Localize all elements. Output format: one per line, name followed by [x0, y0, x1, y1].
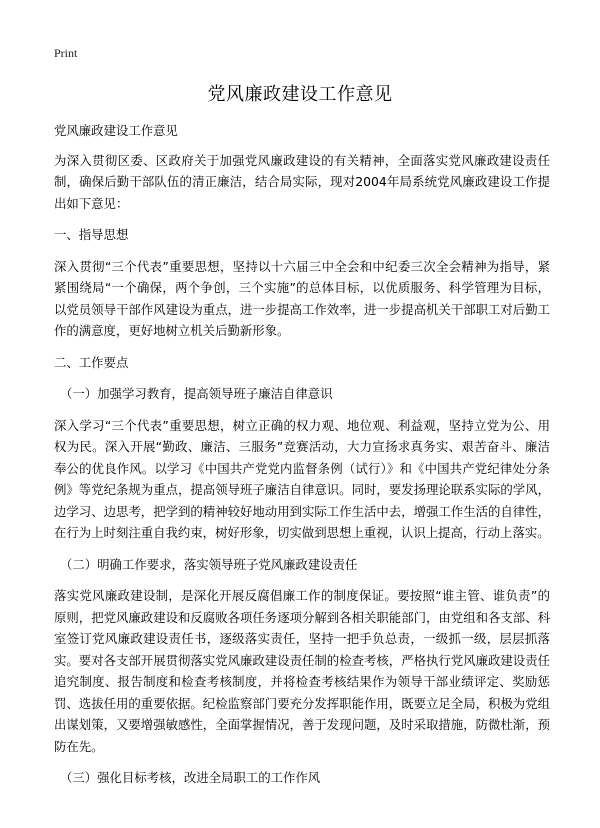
subsection-body-2: 落实党风廉政建设制，是深化开展反腐倡廉工作的制度保证。要按照“谁主管、谁负责”的原则，把党风廉政建设和反腐败各项任务逐项分解到各相关职能部门，由党组和各支部、科室签订党风廉政建设责任书，逐级落实责任，坚持一把手负总责，一级抓一级，层层抓落实。要对各支部开展贯彻落实党风廉政建设责任制的检查考核，严格执行党风廉政建设责任追究制度、报告制度和检查考核制度，并将检查考核结果作为领导干部业绩评定、奖励惩罚、选拔任用的重要依据。纪检监察部门要充分发挥职能作用，既要立足全局，积极为党组出谋划策，又要增强敏感性，全面掌握情况，善于发现问题，及时采取措施，防微杜渐，预防在先。	[54, 588, 550, 754]
section-heading-work-points: 二、工作要点	[54, 354, 129, 370]
subsection-heading-3: （三）强化目标考核，改进全局职工的工作作风	[60, 770, 321, 785]
subsection-heading-2: （二）明确工作要求，落实领导班子党风廉政建设责任	[60, 556, 358, 572]
print-link[interactable]: Print	[54, 46, 78, 60]
section-heading-guiding-ideology: 一、指导思想	[54, 227, 129, 242]
section-body-guiding-ideology: 深入贯彻“三个代表”重要思想，坚持以十六届三中全会和中纪委三次全会精神为指导，紧紧围绕局“一个确保，两个争创，三个实施”的总体目标，以优质服务、科学管理为目标，以党员领导干部作风建设为重点，进一步提高工作效率，进一步提高机关干部职工对后勤工作的满意度，更好地树立机关后勤新形象。	[54, 258, 550, 338]
page-title: 党风廉政建设工作意见	[207, 84, 393, 105]
subsection-body-1: 深入学习“三个代表”重要思想，树立正确的权力观、地位观、利益观，坚持立党为公、用权为民。深入开展“勤政、廉洁、三服务”竞赛活动，大力宣扬求真务实、艰苦奋斗、廉洁奉公的优良作风。以学习《中国共产党党内监督条例（试行）》和《中国共产党纪律处分条例》等党纪条规为重点，提高领导班子廉洁自律意识。同时，要发扬理论联系实际的学风，边学习、边思考，把学到的精神较好地动用到实际工作生活中去，增强工作生活的自律性，在行为上时刻注重自我约束，树好形象，切实做到思想上重视，认识上提高，行动上落实。	[54, 417, 550, 540]
subsection-heading-1: （一）加强学习教育，提高领导班子廉洁自律意识	[60, 386, 333, 401]
intro-paragraph: 为深入贯彻区委、区政府关于加强党风廉政建设的有关精神，全面落实党风廉政建设责任制，确保后勤干部队伍的清正廉洁，结合局实际，现对2004年局系统党风廉政建设工作提出如下意见：	[54, 152, 550, 211]
document-body	[54, 120, 550, 799]
document-subtitle: 党风廉政建设工作意见	[54, 123, 178, 138]
